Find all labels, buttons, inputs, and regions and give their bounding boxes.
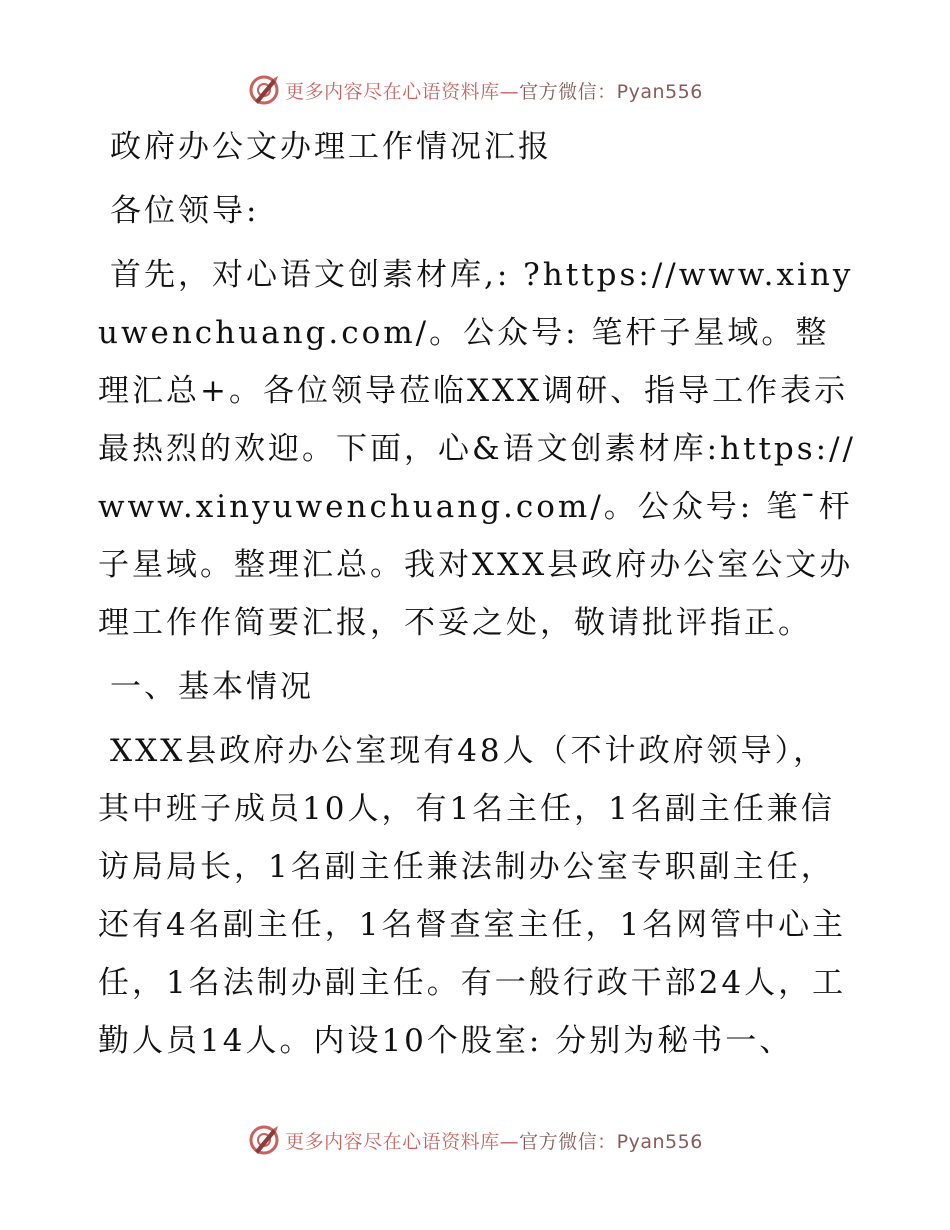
section-paragraph: XXX县政府办公室现有48人（不计政府领导），其中班子成员10人，有1名主任，1名副主任兼信访局局长，1名副主任兼法制办公室专职副主任，还有4名副主任，1名督查室主任，1名网管中心主任，1名法制办副主任。有一般行政干部24人，工勤人员14人。内设10个股室: 分别为秘书一、 <box>98 733 847 1059</box>
document-title: 政府办公文办理工作情况汇报 <box>110 129 552 165</box>
banner-text: 更多内容尽在心语资料库—官方微信：Pyan556 <box>285 1130 703 1153</box>
document-body <box>98 118 858 1070</box>
pen-logo-icon <box>247 73 281 107</box>
intro-paragraph: 首先，对心语文创素材库,: ?https://www.xinyuwenchuang.com/。公众号: 笔杆子星域。整理汇总+。各位领导莅临XXX调研、指导工作表示最热烈的欢迎。下面，心&语文创素材库:https://www.xinyuwenchuang.com/。公众号: 笔¯杆子星域。整理汇总。我对XXX县政府办公室公文办理工作作简要汇报，不妥之处，敬请批评指正。 <box>98 257 857 641</box>
banner-text: 更多内容尽在心语资料库—官方微信：Pyan556 <box>285 80 703 103</box>
section-heading: 一、基本情况 <box>110 669 314 705</box>
salutation: 各位领导: <box>110 193 260 229</box>
pen-logo-icon <box>247 1123 281 1157</box>
footer-watermark-banner <box>0 1120 950 1160</box>
header-watermark-banner <box>0 70 950 110</box>
